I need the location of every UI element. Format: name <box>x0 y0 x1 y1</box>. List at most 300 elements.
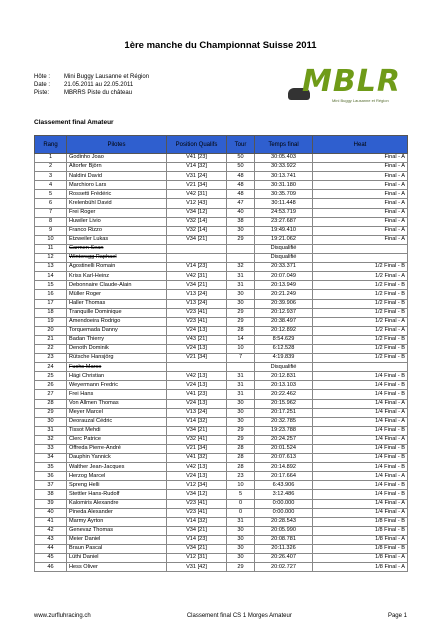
cell-temps: 20:02.727 <box>255 563 313 572</box>
cell-heat: 1/8 Final - B <box>313 517 408 526</box>
cell-tour: 28 <box>227 454 255 463</box>
logo-text: MBLR <box>302 64 401 99</box>
cell-rang: 8 <box>35 217 67 226</box>
cell-rang: 46 <box>35 563 67 572</box>
cell-temps: 6:43.906 <box>255 481 313 490</box>
table-row <box>35 372 408 381</box>
cell-heat: 1/2 Final - B <box>313 354 408 363</box>
page-footer <box>34 613 407 619</box>
cell-heat: 1/4 Final - B <box>313 481 408 490</box>
col-tour: Tour <box>227 136 255 154</box>
table-row <box>35 308 408 317</box>
cell-rang: 23 <box>35 354 67 363</box>
cell-pilote: Kriss Karl-Heinz <box>67 272 167 281</box>
cell-heat: Final - A <box>313 190 408 199</box>
cell-pos: V34 [21] <box>167 281 227 290</box>
cell-tour: 31 <box>227 272 255 281</box>
cell-pos: V21 [34] <box>167 445 227 454</box>
cell-temps: 20:15.962 <box>255 399 313 408</box>
cell-pos: V34 [21] <box>167 235 227 244</box>
cell-temps: 8:54.629 <box>255 335 313 344</box>
cell-temps: 30:35.709 <box>255 190 313 199</box>
cell-pos: V13 [24] <box>167 290 227 299</box>
cell-tour: 29 <box>227 308 255 317</box>
cell-pos: V24 [13] <box>167 326 227 335</box>
cell-heat: Final - A <box>313 208 408 217</box>
col-temps: Temps final <box>255 136 313 154</box>
table-row <box>35 217 408 226</box>
cell-tour: 30 <box>227 535 255 544</box>
cell-rang: 11 <box>35 244 67 253</box>
cell-tour: 32 <box>227 263 255 272</box>
cell-heat: 1/2 Final - B <box>313 344 408 353</box>
cell-temps: 19:49.410 <box>255 226 313 235</box>
cell-pos: V42 [13] <box>167 372 227 381</box>
cell-tour: 5 <box>227 490 255 499</box>
table-row <box>35 290 408 299</box>
cell-temps: 20:12.937 <box>255 308 313 317</box>
cell-temps: 20:26.407 <box>255 554 313 563</box>
cell-tour: 31 <box>227 390 255 399</box>
cell-tour <box>227 244 255 253</box>
cell-tour: 29 <box>227 563 255 572</box>
cell-heat: 1/2 Final - B <box>313 308 408 317</box>
cell-pos: V31 [24] <box>167 172 227 181</box>
cell-pilote: Offreda Pierre-André <box>67 445 167 454</box>
cell-pos: V13 [24] <box>167 299 227 308</box>
cell-pilote: Meier Daniel <box>67 535 167 544</box>
table-row <box>35 490 408 499</box>
cell-heat: Final - A <box>313 235 408 244</box>
cell-rang: 42 <box>35 526 67 535</box>
meta-value: 21.05.2011 au 22.05.2011 <box>64 82 134 89</box>
cell-heat: 1/8 Final - A <box>313 554 408 563</box>
cell-temps: 20:32.785 <box>255 417 313 426</box>
cell-heat: 1/2 Final - A <box>313 272 408 281</box>
footer-page-number: Page 1 <box>387 613 407 619</box>
cell-heat: 1/4 Final - A <box>313 408 408 417</box>
cell-temps: 20:12.831 <box>255 372 313 381</box>
event-meta <box>34 73 149 98</box>
cell-heat: 1/4 Final - B <box>313 390 408 399</box>
cell-heat: 1/2 Final - B <box>313 299 408 308</box>
col-heat: Heat <box>313 136 408 154</box>
cell-temps: 20:22.462 <box>255 390 313 399</box>
table-row <box>35 417 408 426</box>
cell-pos: V41 [23] <box>167 390 227 399</box>
cell-tour: 48 <box>227 172 255 181</box>
cell-rang: 45 <box>35 554 67 563</box>
cell-rang: 17 <box>35 299 67 308</box>
table-row <box>35 517 408 526</box>
cell-temps: 0:00.000 <box>255 508 313 517</box>
table-row <box>35 526 408 535</box>
cell-rang: 20 <box>35 326 67 335</box>
cell-pos: V34 [21] <box>167 526 227 535</box>
cell-temps: 20:08.781 <box>255 535 313 544</box>
cell-pos: V42 [31] <box>167 272 227 281</box>
cell-pilote: Müller Roger <box>67 290 167 299</box>
cell-pilote: Frei Roger <box>67 208 167 217</box>
cell-pilote: Debonnaire Claude-Alain <box>67 281 167 290</box>
cell-pos: V23 [41] <box>167 508 227 517</box>
cell-pilote: Weyermann Fredric <box>67 381 167 390</box>
cell-tour: 28 <box>227 445 255 454</box>
table-row <box>35 508 408 517</box>
cell-temps: 24:53.719 <box>255 208 313 217</box>
cell-heat: 1/4 Final - B <box>313 381 408 390</box>
club-logo <box>288 62 408 106</box>
cell-heat: 1/8 Final - B <box>313 526 408 535</box>
cell-heat: 1/2 Final - A <box>313 326 408 335</box>
cell-tour: 29 <box>227 426 255 435</box>
cell-tour: 23 <box>227 472 255 481</box>
cell-pos: V31 [42] <box>167 563 227 572</box>
cell-rang: 3 <box>35 172 67 181</box>
cell-heat: 1/4 Final - B <box>313 454 408 463</box>
table-row <box>35 390 408 399</box>
cell-rang: 2 <box>35 163 67 172</box>
cell-temps: 0:00.000 <box>255 499 313 508</box>
cell-tour: 28 <box>227 463 255 472</box>
cell-pos: V21 [34] <box>167 354 227 363</box>
cell-rang: 35 <box>35 463 67 472</box>
cell-heat: 1/8 Final - A <box>313 563 408 572</box>
cell-heat: 1/2 Final - B <box>313 335 408 344</box>
cell-rang: 36 <box>35 472 67 481</box>
cell-rang: 41 <box>35 517 67 526</box>
results-table <box>34 135 408 572</box>
cell-pos: V14 [23] <box>167 263 227 272</box>
cell-pos: V14 [32] <box>167 417 227 426</box>
cell-pilote: Torquemada Danny <box>67 326 167 335</box>
cell-pilote: Kalomiris Alexandre <box>67 499 167 508</box>
table-row <box>35 545 408 554</box>
cell-heat: 1/8 Final - B <box>313 545 408 554</box>
cell-rang: 30 <box>35 417 67 426</box>
table-row <box>35 454 408 463</box>
cell-tour: 10 <box>227 344 255 353</box>
cell-pilote: Fuchs Marco <box>67 363 167 372</box>
cell-pos: V34 [12] <box>167 490 227 499</box>
cell-temps: 19:23.788 <box>255 426 313 435</box>
cell-pos: V41 [32] <box>167 454 227 463</box>
cell-pilote: Denoth Dominik <box>67 344 167 353</box>
cell-tour: 14 <box>227 335 255 344</box>
cell-pilote: Altorfer Björn <box>67 163 167 172</box>
cell-pilote: Von Allmen Thomas <box>67 399 167 408</box>
cell-pilote: Haller Thomas <box>67 299 167 308</box>
cell-rang: 13 <box>35 263 67 272</box>
cell-tour: 30 <box>227 554 255 563</box>
meta-key: Date : <box>34 82 51 89</box>
cell-rang: 37 <box>35 481 67 490</box>
cell-tour: 38 <box>227 217 255 226</box>
cell-temps: 20:14.892 <box>255 463 313 472</box>
table-row <box>35 399 408 408</box>
cell-rang: 22 <box>35 344 67 353</box>
meta-track <box>34 89 149 97</box>
cell-temps: 20:05.990 <box>255 526 313 535</box>
cell-heat: 1/4 Final - B <box>313 490 408 499</box>
table-row <box>35 208 408 217</box>
table-row <box>35 190 408 199</box>
cell-pilote: Carmen Sean <box>67 244 167 253</box>
cell-rang: 12 <box>35 254 67 263</box>
table-row <box>35 435 408 444</box>
table-row <box>35 535 408 544</box>
cell-temps: 30:11.448 <box>255 199 313 208</box>
cell-tour: 50 <box>227 154 255 163</box>
cell-rang: 31 <box>35 426 67 435</box>
cell-pilote: Dauphin Yannick <box>67 454 167 463</box>
cell-pilote: Lüthi Daniel <box>67 554 167 563</box>
cell-heat: 1/2 Final - B <box>313 281 408 290</box>
cell-temps: 20:17.664 <box>255 472 313 481</box>
cell-pos: V24 [13] <box>167 399 227 408</box>
table-row <box>35 481 408 490</box>
cell-heat: Final - A <box>313 199 408 208</box>
table-row <box>35 226 408 235</box>
cell-temps: 20:12.892 <box>255 326 313 335</box>
cell-rang: 24 <box>35 363 67 372</box>
cell-pos: V12 [34] <box>167 481 227 490</box>
table-row <box>35 499 408 508</box>
cell-rang: 38 <box>35 490 67 499</box>
cell-heat: 1/2 Final - B <box>313 263 408 272</box>
cell-rang: 29 <box>35 408 67 417</box>
cell-pilote: Amendoeira Rodrigo <box>67 317 167 326</box>
cell-rang: 32 <box>35 435 67 444</box>
logo-subtitle: Mini Buggy Lausanne et Région <box>332 98 389 103</box>
cell-temps: 20:13.949 <box>255 281 313 290</box>
cell-heat <box>313 244 408 253</box>
cell-heat: Final - A <box>313 217 408 226</box>
cell-pilote: Naldini David <box>67 172 167 181</box>
cell-tour: 30 <box>227 399 255 408</box>
table-row <box>35 426 408 435</box>
cell-pilote: Huwiler Livio <box>67 217 167 226</box>
cell-rang: 19 <box>35 317 67 326</box>
cell-pilote: Rütsche Hansjörg <box>67 354 167 363</box>
cell-temps: 3:12.486 <box>255 490 313 499</box>
table-row <box>35 563 408 572</box>
cell-pilote: Meyer Marcel <box>67 408 167 417</box>
cell-tour: 30 <box>227 299 255 308</box>
cell-temps: Disqualifié <box>255 244 313 253</box>
table-row <box>35 381 408 390</box>
cell-pos <box>167 363 227 372</box>
cell-heat: Final - A <box>313 226 408 235</box>
cell-temps: 30:05.403 <box>255 154 313 163</box>
cell-tour: 30 <box>227 545 255 554</box>
cell-pilote: Frei Hans <box>67 390 167 399</box>
cell-heat: 1/4 Final - A <box>313 499 408 508</box>
cell-tour: 31 <box>227 281 255 290</box>
table-row <box>35 254 408 263</box>
cell-pos: V24 [13] <box>167 344 227 353</box>
cell-rang: 14 <box>35 272 67 281</box>
cell-temps: 4:19.839 <box>255 354 313 363</box>
cell-heat: 1/4 Final - B <box>313 445 408 454</box>
meta-value: Mini Buggy Lausanne et Région <box>64 74 150 80</box>
cell-heat: 1/4 Final - A <box>313 435 408 444</box>
cell-rang: 40 <box>35 508 67 517</box>
footer-website: www.zurfluhracing.ch <box>34 613 91 619</box>
cell-heat: 1/4 Final - B <box>313 372 408 381</box>
cell-rang: 27 <box>35 390 67 399</box>
cell-rang: 10 <box>35 235 67 244</box>
cell-pos: V24 [13] <box>167 381 227 390</box>
col-pilotes: Pilotes <box>67 136 167 154</box>
cell-pilote: Herzog Marcel <box>67 472 167 481</box>
table-row <box>35 463 408 472</box>
cell-pilote: Etzweiler Lukas <box>67 235 167 244</box>
cell-pos: V21 [34] <box>167 181 227 190</box>
cell-temps: 20:21.249 <box>255 290 313 299</box>
cell-temps: 20:11.326 <box>255 545 313 554</box>
cell-tour: 40 <box>227 208 255 217</box>
cell-pilote: Badan Thierry <box>67 335 167 344</box>
cell-tour: 30 <box>227 417 255 426</box>
table-row <box>35 235 408 244</box>
table-row <box>35 344 408 353</box>
cell-heat: 1/4 Final - A <box>313 417 408 426</box>
table-row <box>35 199 408 208</box>
table-row <box>35 554 408 563</box>
meta-date <box>34 81 149 89</box>
cell-temps: 20:24.257 <box>255 435 313 444</box>
meta-key: Piste: <box>34 90 50 97</box>
cell-pilote: Franco Rizzo <box>67 226 167 235</box>
cell-temps: 30:13.741 <box>255 172 313 181</box>
cell-tour: 48 <box>227 190 255 199</box>
cell-pilote: Clerc Patrice <box>67 435 167 444</box>
cell-pilote: Walther Jean-Jacques <box>67 463 167 472</box>
cell-heat: 1/4 Final - B <box>313 463 408 472</box>
cell-temps: 20:28.543 <box>255 517 313 526</box>
cell-temps: 30:33.922 <box>255 163 313 172</box>
cell-temps: 20:39.906 <box>255 299 313 308</box>
cell-tour: 7 <box>227 354 255 363</box>
cell-tour: 0 <box>227 508 255 517</box>
cell-tour: 29 <box>227 235 255 244</box>
cell-tour: 48 <box>227 181 255 190</box>
cell-temps: 20:01.524 <box>255 445 313 454</box>
cell-temps: 20:17.251 <box>255 408 313 417</box>
cell-temps: 6:12.528 <box>255 344 313 353</box>
cell-heat: 1/4 Final - A <box>313 508 408 517</box>
cell-tour: 30 <box>227 226 255 235</box>
table-header <box>35 136 408 154</box>
cell-rang: 28 <box>35 399 67 408</box>
cell-pilote: Spreng Helli <box>67 481 167 490</box>
table-row <box>35 281 408 290</box>
cell-pos <box>167 244 227 253</box>
cell-tour: 28 <box>227 326 255 335</box>
cell-pilote: Agostinelli Romain <box>67 263 167 272</box>
cell-rang: 18 <box>35 308 67 317</box>
cell-rang: 39 <box>35 499 67 508</box>
cell-temps: 30:31.180 <box>255 181 313 190</box>
cell-pos: V32 [41] <box>167 435 227 444</box>
cell-tour: 30 <box>227 290 255 299</box>
cell-rang: 21 <box>35 335 67 344</box>
table-row <box>35 326 408 335</box>
section-title: Classement final Amateur <box>34 119 114 126</box>
cell-heat: Final - A <box>313 163 408 172</box>
cell-tour: 29 <box>227 317 255 326</box>
cell-heat: 1/4 Final - A <box>313 399 408 408</box>
cell-pilote: Braun Pascal <box>67 545 167 554</box>
cell-temps: Disqualifié <box>255 254 313 263</box>
cell-pilote: Tissot Mehdi <box>67 426 167 435</box>
cell-rang: 6 <box>35 199 67 208</box>
cell-heat: Final - A <box>313 172 408 181</box>
cell-heat <box>313 254 408 263</box>
cell-heat: 1/8 Final - A <box>313 535 408 544</box>
cell-rang: 33 <box>35 445 67 454</box>
cell-pos: V12 [31] <box>167 554 227 563</box>
cell-pos <box>167 254 227 263</box>
footer-doc-title: Classement final CS 1 Morges Amateur <box>186 613 292 619</box>
table-row <box>35 472 408 481</box>
cell-temps: 20:07.049 <box>255 272 313 281</box>
cell-tour: 50 <box>227 163 255 172</box>
table-row <box>35 408 408 417</box>
cell-pos: V14 [32] <box>167 163 227 172</box>
cell-heat: 1/2 Final - B <box>313 290 408 299</box>
cell-pos: V34 [21] <box>167 426 227 435</box>
cell-rang: 25 <box>35 372 67 381</box>
cell-pilote: Wintersgg Raphael <box>67 254 167 263</box>
cell-heat: 1/2 Final - A <box>313 317 408 326</box>
cell-tour: 31 <box>227 372 255 381</box>
cell-temps: 20:07.613 <box>255 454 313 463</box>
cell-temps: 23:27.687 <box>255 217 313 226</box>
page-title: 1ère manche du Championnat Suisse 2011 <box>124 40 317 51</box>
table-row <box>35 163 408 172</box>
cell-temps: 20:38.497 <box>255 317 313 326</box>
cell-tour: 0 <box>227 499 255 508</box>
cell-temps: 19:21.062 <box>255 235 313 244</box>
cell-pos: V14 [23] <box>167 535 227 544</box>
table-row <box>35 317 408 326</box>
cell-rang: 9 <box>35 226 67 235</box>
cell-heat <box>313 363 408 372</box>
cell-pos: V12 [43] <box>167 199 227 208</box>
cell-tour: 47 <box>227 199 255 208</box>
cell-tour <box>227 254 255 263</box>
cell-temps: Disqualifié <box>255 363 313 372</box>
col-rang: Rang <box>35 136 67 154</box>
cell-pilote: Marchioro Lars <box>67 181 167 190</box>
table-row <box>35 172 408 181</box>
table-row <box>35 354 408 363</box>
cell-pos: V24 [13] <box>167 472 227 481</box>
cell-temps: 20:33.371 <box>255 263 313 272</box>
cell-pos: V32 [14] <box>167 217 227 226</box>
cell-pos: V23 [41] <box>167 317 227 326</box>
cell-heat: Final - A <box>313 181 408 190</box>
table-row <box>35 272 408 281</box>
cell-tour: 30 <box>227 408 255 417</box>
cell-tour: 10 <box>227 481 255 490</box>
cell-pos: V43 [21] <box>167 335 227 344</box>
cell-pos: V14 [32] <box>167 517 227 526</box>
cell-pos: V42 [31] <box>167 190 227 199</box>
cell-rang: 15 <box>35 281 67 290</box>
